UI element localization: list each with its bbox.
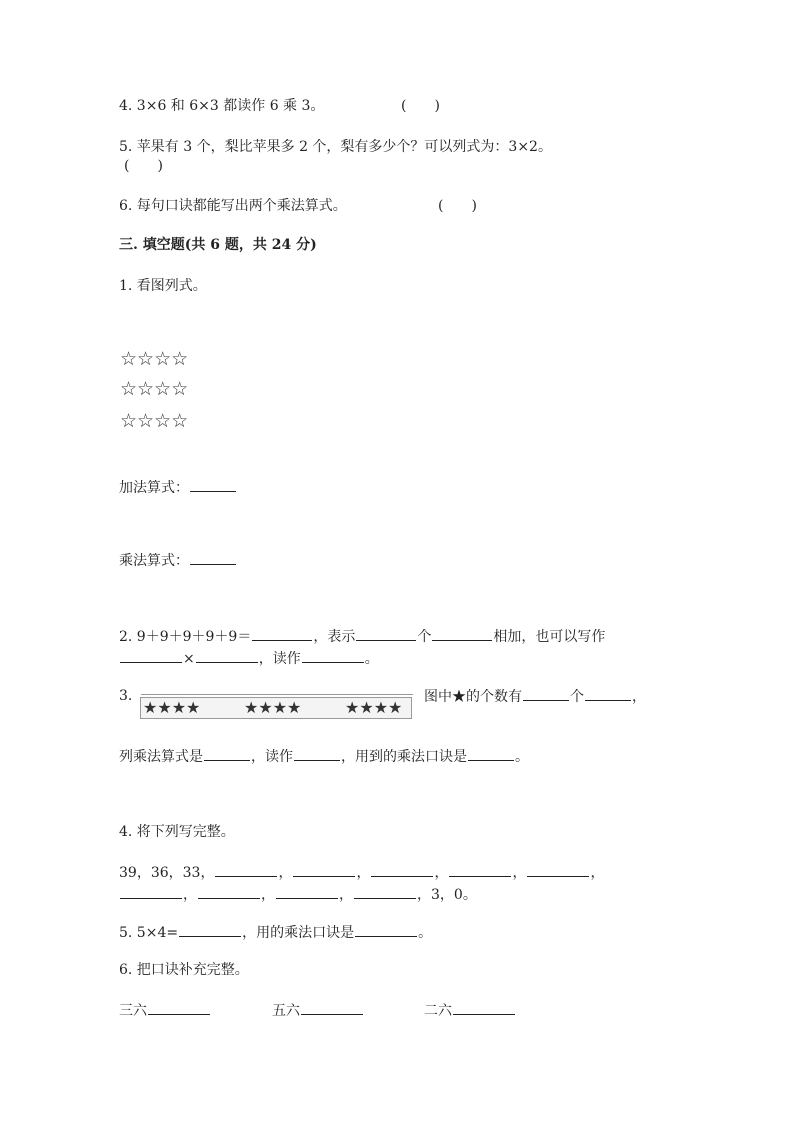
- fill-q3-text-f: ，用到的乘法口诀是: [341, 749, 467, 765]
- fill-q1-mul-label: 乘法算式：: [119, 553, 189, 569]
- fill-q3-number: 3.: [119, 688, 133, 704]
- fill-q1-star-row-1: ☆☆☆☆: [120, 348, 189, 370]
- fill-q3-text-c: ，: [632, 689, 646, 705]
- fill-q2-blank-reading[interactable]: [302, 648, 364, 663]
- fill-q4-sep: ，: [339, 887, 353, 903]
- fill-q2-text-e: ×: [183, 651, 195, 667]
- fill-q4-blank-4[interactable]: [449, 862, 511, 877]
- fill-q4-sep: ，: [590, 865, 605, 881]
- fill-q6-item-2: [272, 1000, 364, 1021]
- section-title: 三. 填空题(共 6 题，共 24 分): [119, 237, 317, 253]
- fill-q4-sep: ，: [434, 865, 449, 881]
- fill-q4-start: 39，36，33，: [119, 865, 215, 881]
- judge-q5-answer-paren[interactable]: ( ): [124, 158, 163, 174]
- fill-q4-blank-1[interactable]: [215, 862, 277, 877]
- fill-q2-text-c: 个: [417, 629, 432, 645]
- fill-q4-sep: ，: [512, 865, 527, 881]
- fill-q4-title: 4. 将下列写完整。: [119, 824, 235, 840]
- fill-q5-text-a: 5. 5×4=: [119, 925, 179, 941]
- fill-q4-line-2: [119, 884, 477, 905]
- fill-q4-blank-6[interactable]: [120, 884, 182, 899]
- fill-q4-blank-9[interactable]: [354, 884, 416, 899]
- fill-q4-sep: ，: [261, 887, 275, 903]
- fill-q3-line-2: [119, 746, 529, 767]
- fill-q2-text-g: 。: [364, 651, 379, 667]
- fill-q6-item-1-blank[interactable]: [148, 1000, 210, 1015]
- fill-q5-text-b: ，用的乘法口诀是: [242, 925, 355, 941]
- judge-q6: [119, 196, 347, 216]
- fill-q3-blank-rhyme[interactable]: [468, 746, 514, 761]
- fill-q6-item-3-blank[interactable]: [453, 1000, 515, 1015]
- fill-q2-text-d: 相加，也可以写作: [493, 629, 606, 645]
- fill-q1-star-row-2: ☆☆☆☆: [120, 378, 189, 400]
- fill-q3-text-a: 图中★的个数有: [424, 689, 522, 705]
- fill-q2-blank-factor-1[interactable]: [120, 648, 182, 663]
- fill-q1-star-row-3: ☆☆☆☆: [120, 410, 189, 432]
- fill-q6-item-2-blank[interactable]: [301, 1000, 363, 1015]
- fill-q5-blank-product[interactable]: [179, 922, 241, 937]
- fill-q1-add: [119, 477, 237, 498]
- fill-q6-item-1: [119, 1000, 211, 1021]
- fill-q6-item-2-label: 五六: [272, 1003, 300, 1019]
- fill-q6-item-1-label: 三六: [119, 1003, 147, 1019]
- fill-q1-add-blank[interactable]: [190, 477, 236, 492]
- fill-q4-sep: ，: [278, 865, 293, 881]
- fill-q3-text-d: 列乘法算式是: [119, 749, 203, 765]
- fill-q2-blank-sum[interactable]: [252, 626, 312, 641]
- judge-q4-answer-paren[interactable]: ( ): [401, 98, 440, 114]
- fill-q2-blank-count[interactable]: [356, 626, 416, 641]
- fill-q3-blank-each[interactable]: [585, 686, 631, 701]
- fill-q4-blank-2[interactable]: [293, 862, 355, 877]
- fill-q6-item-3-label: 二六: [424, 1003, 452, 1019]
- fill-q1-add-label: 加法算式：: [119, 480, 189, 496]
- fill-q3-blank-equation[interactable]: [204, 746, 250, 761]
- fill-q1-mul-blank[interactable]: [190, 550, 236, 565]
- judge-q5: [119, 137, 552, 157]
- fill-q3-blank-groups[interactable]: [523, 686, 569, 701]
- fill-q4-blank-7[interactable]: [198, 884, 260, 899]
- judge-q4: [119, 96, 324, 116]
- fill-q3-text-e: ，读作: [251, 749, 293, 765]
- judge-q4-text: 4. 3×6 和 6×3 都读作 6 乘 3。: [119, 98, 325, 114]
- fill-q3-line-1: [424, 686, 646, 707]
- fill-q3-star-strip: [140, 697, 412, 719]
- fill-q3-star-group-1: ★★★★: [143, 698, 201, 717]
- fill-q2-line-1: [119, 626, 605, 647]
- fill-q4-blank-3[interactable]: [371, 862, 433, 877]
- fill-q4-sep: ，: [183, 887, 197, 903]
- fill-q2-text-a: 2. 9＋9＋9＋9＋9＝: [119, 629, 252, 645]
- fill-q1-mul: [119, 550, 237, 571]
- judge-q5-text: 5. 苹果有 3 个，梨比苹果多 2 个，梨有多少个？可以列式为：3×2。: [119, 139, 552, 155]
- fill-q6-title: 6. 把口诀补充完整。: [119, 962, 249, 978]
- fill-q6-item-3: [424, 1000, 516, 1021]
- fill-q3-star-group-2: ★★★★: [244, 698, 302, 717]
- fill-q2-blank-factor-2[interactable]: [196, 648, 258, 663]
- fill-q2-text-b: ，表示: [313, 629, 356, 645]
- fill-q2-line-2: [119, 648, 379, 669]
- fill-q5: [119, 922, 432, 943]
- fill-q2-blank-addend[interactable]: [432, 626, 492, 641]
- fill-q3-star-group-3: ★★★★: [345, 698, 403, 717]
- judge-q6-answer-paren[interactable]: ( ): [438, 198, 477, 214]
- fill-q1-title: 1. 看图列式。: [119, 278, 207, 294]
- fill-q5-blank-rhyme[interactable]: [355, 922, 417, 937]
- fill-q3-text-b: 个: [570, 689, 584, 705]
- fill-q3-blank-reading[interactable]: [294, 746, 340, 761]
- fill-q4-blank-5[interactable]: [527, 862, 589, 877]
- fill-q3-text-g: 。: [515, 749, 529, 765]
- fill-q4-end: ，3，0。: [417, 887, 477, 903]
- fill-q4-line-1: [119, 862, 604, 883]
- judge-q6-text: 6. 每句口诀都能写出两个乘法算式。: [119, 198, 347, 214]
- fill-q4-sep: ，: [356, 865, 371, 881]
- fill-q4-blank-8[interactable]: [276, 884, 338, 899]
- fill-q5-text-c: 。: [418, 925, 433, 941]
- fill-q2-text-f: ，读作: [258, 651, 301, 667]
